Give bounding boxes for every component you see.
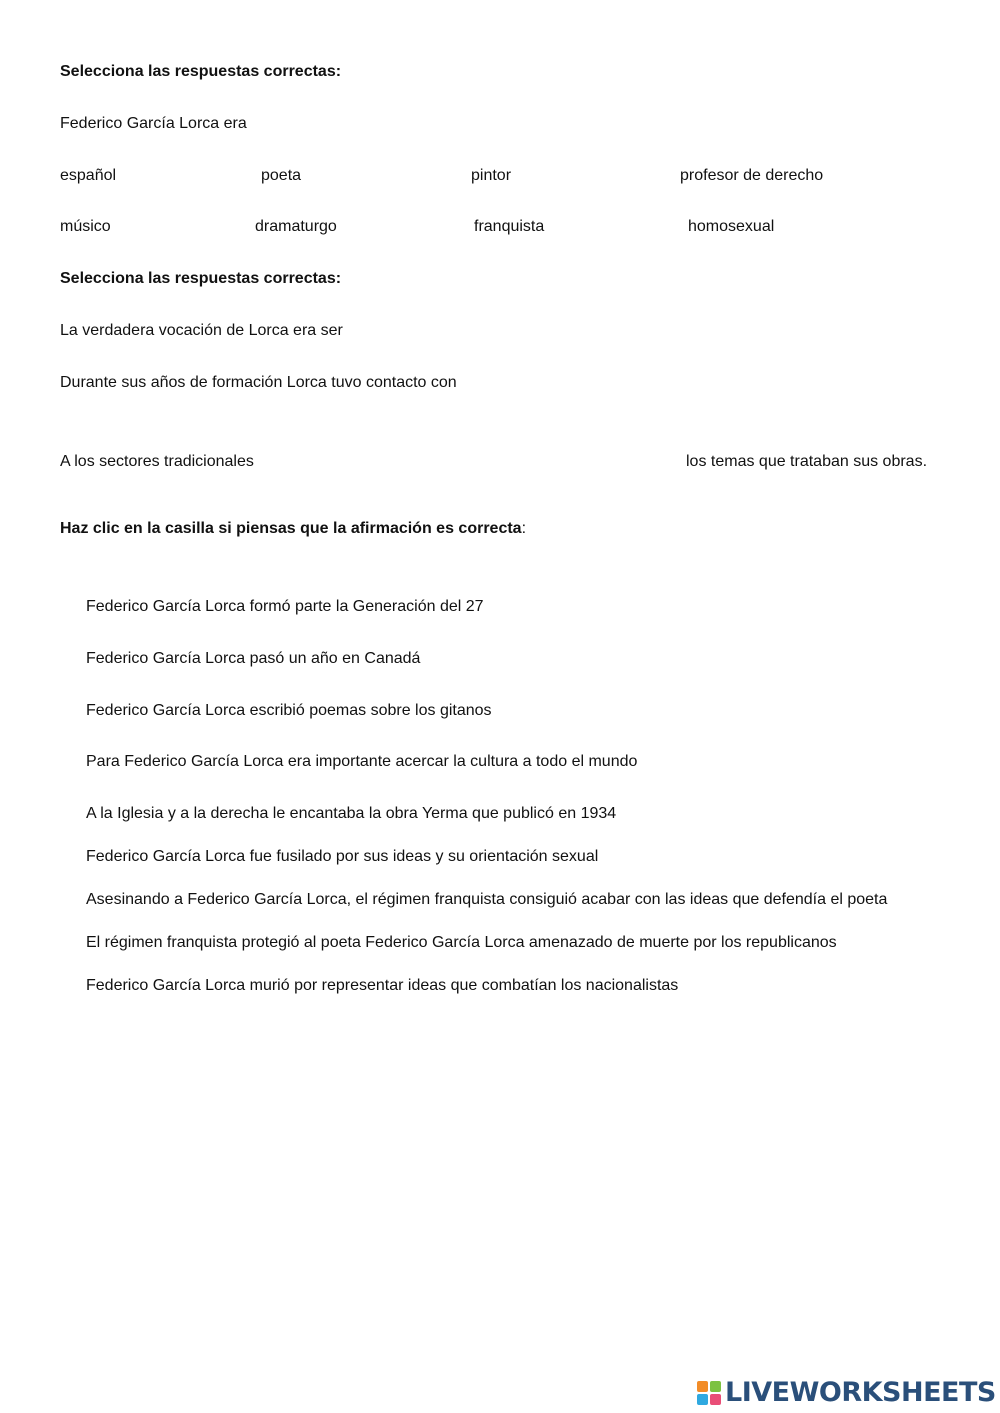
logo-square-icon bbox=[697, 1394, 708, 1405]
statement-item[interactable]: El régimen franquista protegió al poeta Federico García Lorca amenazado de muerte por los republicanos bbox=[86, 934, 837, 951]
heading-colon: : bbox=[521, 520, 527, 537]
section-heading: Selecciona las respuestas correctas: bbox=[60, 270, 342, 287]
heading-text: Haz clic en la casilla si piensas que la afirmación es correcta bbox=[60, 520, 522, 537]
option-poeta[interactable]: poeta bbox=[261, 167, 302, 184]
logo-mark-icon bbox=[697, 1381, 721, 1405]
statement-item[interactable]: Federico García Lorca escribió poemas sobre los gitanos bbox=[86, 702, 492, 719]
option-musico[interactable]: músico bbox=[60, 218, 111, 235]
statement-item[interactable]: Federico García Lorca murió por representar ideas que combatían los nacionalistas bbox=[86, 977, 679, 994]
statement-item[interactable]: Federico García Lorca formó parte la Generación del 27 bbox=[86, 598, 484, 615]
statement-item[interactable]: Para Federico García Lorca era importante acercar la cultura a todo el mundo bbox=[86, 753, 638, 770]
statement-item[interactable]: Federico García Lorca fue fusilado por sus ideas y su orientación sexual bbox=[86, 848, 599, 865]
statement-item[interactable]: Federico García Lorca pasó un año en Canadá bbox=[86, 650, 421, 667]
option-espanol[interactable]: español bbox=[60, 167, 117, 184]
option-dramaturgo[interactable]: dramaturgo bbox=[255, 218, 337, 235]
statement-item[interactable]: Asesinando a Federico García Lorca, el régimen franquista consiguió acabar con las ideas que defendía el poeta bbox=[86, 891, 888, 908]
logo-square-icon bbox=[710, 1381, 721, 1392]
logo-square-icon bbox=[710, 1394, 721, 1405]
section-heading: Selecciona las respuestas correctas: bbox=[60, 63, 342, 80]
option-pintor[interactable]: pintor bbox=[471, 167, 512, 184]
question-prompt: Federico García Lorca era bbox=[60, 115, 247, 132]
option-franquista[interactable]: franquista bbox=[474, 218, 545, 235]
option-profesor-de-derecho[interactable]: profesor de derecho bbox=[680, 167, 824, 184]
logo-square-icon bbox=[697, 1381, 708, 1392]
question-sectores-end: los temas que trataban sus obras. bbox=[686, 453, 928, 470]
statement-item[interactable]: A la Iglesia y a la derecha le encantaba la obra Yerma que publicó en 1934 bbox=[86, 805, 617, 822]
section-heading bbox=[60, 519, 526, 539]
question-sectores-start: A los sectores tradicionales bbox=[60, 453, 254, 470]
liveworksheets-logo bbox=[697, 1378, 996, 1408]
option-homosexual[interactable]: homosexual bbox=[688, 218, 775, 235]
question-vocacion: La verdadera vocación de Lorca era ser bbox=[60, 322, 343, 339]
logo-text: LIVEWORKSHEETS bbox=[725, 1377, 996, 1408]
question-formacion: Durante sus años de formación Lorca tuvo contacto con bbox=[60, 374, 457, 391]
